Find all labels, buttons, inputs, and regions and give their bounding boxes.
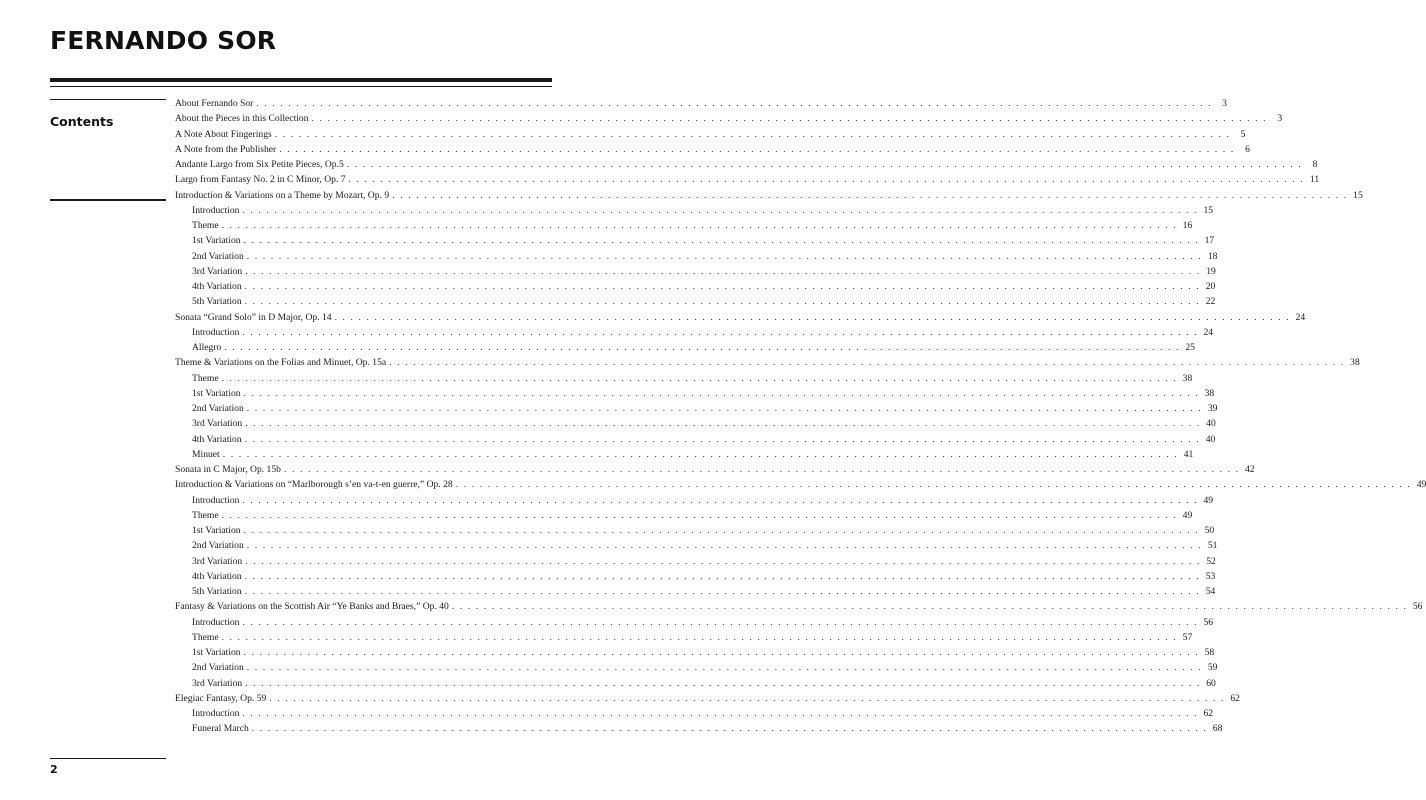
toc-entry-page: 8: [1312, 159, 1318, 170]
toc-entry: [175, 706, 1214, 721]
toc-entry: [175, 371, 1193, 386]
toc-entry: [175, 462, 1255, 477]
toc-entry-page: 22: [1205, 296, 1216, 308]
toc-leader-dots: . . . . . . . . . . . . . . . . . . . . . . . . . . . . . . . . . . . . . . . . . . . . . . . . . . . . . . . . . . . . . . . . . . . . . . . . . . . . . . . . . . . . . . . . . . . . . . . . . . . . . . . . . . . . . . . . . . . . . . . .: [392, 189, 1348, 201]
toc-leader-dots: . . . . . . . . . . . . . . . . . . . . . . . . . . . . . . . . . . . . . . . . . . . . . . . . . . . . . . . . . . . . . . . . . . . . . . . . . . . . . . . . . . . . . . . . . . . . . . . . . . . . . . . . . . . . . . . . . . . . . . . .: [242, 326, 1199, 338]
toc-entry: [175, 157, 1318, 172]
toc-leader-dots: . . . . . . . . . . . . . . . . . . . . . . . . . . . . . . . . . . . . . . . . . . . . . . . . . . . . . . . . . . . . . . . . . . . . . . . . . . . . . . . . . . . . . . . . . . . . . . . . . . . . . . . . . . . . . . . . . . . . . . . .: [242, 708, 1199, 719]
page-number: 2: [50, 763, 58, 776]
toc-entry-page: 3: [1222, 98, 1227, 109]
toc-entry: [175, 493, 1214, 508]
toc-entry-page: 41: [1183, 448, 1194, 460]
toc-leader-dots: . . . . . . . . . . . . . . . . . . . . . . . . . . . . . . . . . . . . . . . . . . . . . . . . . . . . . . . . . . . . . . . . . . . . . . . . . . . . . . . . . . . . . . . . . . . . . . . . . . . . . . . . . . . . . . . . . . . . . . . .: [244, 570, 1201, 582]
toc-entry-title: About the Pieces in this Collection: [175, 113, 309, 125]
toc-entry: [175, 142, 1250, 157]
toc-entry: [175, 340, 1195, 355]
toc-entry-page: 38: [1182, 372, 1193, 384]
toc-entry-title: A Note About Fingerings: [175, 128, 272, 140]
toc-entry-page: 68: [1212, 723, 1223, 735]
toc-entry: [175, 111, 1283, 126]
toc-entry-page: 40: [1206, 418, 1216, 430]
toc-leader-dots: . . . . . . . . . . . . . . . . . . . . . . . . . . . . . . . . . . . . . . . . . . . . . . . . . . . . . . . . . . . . . . . . . . . . . . . . . . . . . . . . . . . . . . . . . . . . . . . . . . . . . . . . . . . . . . . . . . . . . . . .: [348, 174, 1305, 186]
toc-entry-title: Introduction: [192, 326, 240, 338]
toc-entry: [175, 386, 1215, 401]
toc-entry-title: 2nd Variation: [192, 540, 244, 552]
contents-heading: Contents: [50, 114, 114, 129]
toc-entry-page: 57: [1182, 631, 1193, 643]
toc-leader-dots: . . . . . . . . . . . . . . . . . . . . . . . . . . . . . . . . . . . . . . . . . . . . . . . . . . . . . . . . . . . . . . . . . . . . . . . . . . . . . . . . . . . . . . . . . . . . . . . . . . . . . . . . . . . . . . . . . . . . . . . .: [389, 357, 1345, 369]
toc-entry: [175, 355, 1360, 370]
toc-entry: [175, 310, 1306, 325]
toc-leader-dots: . . . . . . . . . . . . . . . . . . . . . . . . . . . . . . . . . . . . . . . . . . . . . . . . . . . . . . . . . . . . . . . . . . . . . . . . . . . . . . . . . . . . . . . . . . . . . . . . . . . . . . . . . . . . . . . . . . . . . . . .: [246, 540, 1203, 552]
toc-entry-title: Introduction: [192, 708, 240, 719]
toc-entry-title: 4th Variation: [192, 433, 242, 445]
toc-entry-title: 3rd Variation: [192, 418, 243, 430]
toc-entry-title: Sonata in C Major, Op. 15b: [175, 464, 281, 475]
toc-leader-dots: . . . . . . . . . . . . . . . . . . . . . . . . . . . . . . . . . . . . . . . . . . . . . . . . . . . . . . . . . . . . . . . . . . . . . . . . . . . . . . . . . . . . . . . . . . . . . . . . . . . . . . . . . . . . . . . . . . . . . . . .: [269, 692, 1225, 704]
sidebar-rule-bottom: [50, 199, 166, 201]
toc-entry-page: 40: [1205, 433, 1216, 445]
toc-entry-title: 3rd Variation: [192, 265, 243, 277]
toc-leader-dots: . . . . . . . . . . . . . . . . . . . . . . . . . . . . . . . . . . . . . . . . . . . . . . . . . . . . . . . . . . . . . . . . . . . . . . . . . . . . . . . . . . . . . . . . . . . . . . . . . . . . . . . . . . . . . . . . . . . . . . . .: [221, 631, 1178, 643]
toc-leader-dots: . . . . . . . . . . . . . . . . . . . . . . . . . . . . . . . . . . . . . . . . . . . . . . . . . . . . . . . . . . . . . . . . . . . . . . . . . . . . . . . . . . . . . . . . . . . . . . . . . . . . . . . . . . . . . . . . . . . . . . . .: [311, 113, 1268, 125]
toc-entry-page: 15: [1353, 189, 1363, 201]
toc-leader-dots: . . . . . . . . . . . . . . . . . . . . . . . . . . . . . . . . . . . . . . . . . . . . . . . . . . . . . . . . . . . . . . . . . . . . . . . . . . . . . . . . . . . . . . . . . . . . . . . . . . . . . . . . . . . . . . . . . . . . . . . .: [274, 128, 1231, 140]
toc-leader-dots: . . . . . . . . . . . . . . . . . . . . . . . . . . . . . . . . . . . . . . . . . . . . . . . . . . . . . . . . . . . . . . . . . . . . . . . . . . . . . . . . . . . . . . . . . . . . . . . . . . . . . . . . . . . . . . . . . . . . . . . .: [244, 281, 1201, 292]
toc-entry-title: Sonata “Grand Solo” in D Major, Op. 14: [175, 311, 332, 323]
toc-entry-page: 53: [1205, 570, 1216, 582]
toc-entry: [175, 218, 1193, 233]
toc-leader-dots: . . . . . . . . . . . . . . . . . . . . . . . . . . . . . . . . . . . . . . . . . . . . . . . . . . . . . . . . . . . . . . . . . . . . . . . . . . . . . . . . . . . . . . . . . . . . . . . . . . . . . . . . . . . . . . . . . . . . . . . .: [242, 616, 1199, 628]
toc-entry-title: Theme & Variations on the Folias and Minuet, Op. 15a: [175, 357, 387, 369]
toc-leader-dots: . . . . . . . . . . . . . . . . . . . . . . . . . . . . . . . . . . . . . . . . . . . . . . . . . . . . . . . . . . . . . . . . . . . . . . . . . . . . . . . . . . . . . . . . . . . . . . . . . . . . . . . . . . . . . . . . . . . . . . . .: [222, 448, 1179, 460]
toc-entry-title: Largo from Fantasy No. 2 in C Minor, Op. 7: [175, 174, 346, 186]
toc-entry: [175, 691, 1240, 706]
toc-entry: [175, 615, 1214, 630]
toc-leader-dots: . . . . . . . . . . . . . . . . . . . . . . . . . . . . . . . . . . . . . . . . . . . . . . . . . . . . . . . . . . . . . . . . . . . . . . . . . . . . . . . . . . . . . . . . . . . . . . . . . . . . . . . . . . . . . . . . . . . . . . . .: [246, 403, 1203, 414]
toc-entry: [175, 233, 1215, 248]
toc-leader-dots: . . . . . . . . . . . . . . . . . . . . . . . . . . . . . . . . . . . . . . . . . . . . . . . . . . . . . . . . . . . . . . . . . . . . . . . . . . . . . . . . . . . . . . . . . . . . . . . . . . . . . . . . . . . . . . . . . . . . . . . .: [244, 296, 1201, 308]
toc-entry-title: About Fernando Sor: [175, 98, 254, 109]
toc-entry: [175, 127, 1246, 142]
toc-entry: [175, 721, 1223, 736]
toc-entry: [175, 538, 1218, 553]
toc-entry: [175, 569, 1216, 584]
toc-entry-page: 6: [1245, 143, 1250, 155]
toc-entry-page: 62: [1230, 692, 1240, 704]
toc-entry: [175, 249, 1218, 264]
toc-entry: [175, 523, 1215, 538]
toc-entry-page: 60: [1206, 677, 1216, 689]
toc-entry-title: 5th Variation: [192, 296, 242, 308]
toc-leader-dots: . . . . . . . . . . . . . . . . . . . . . . . . . . . . . . . . . . . . . . . . . . . . . . . . . . . . . . . . . . . . . . . . . . . . . . . . . . . . . . . . . . . . . . . . . . . . . . . . . . . . . . . . . . . . . . . . . . . . . . . .: [279, 143, 1235, 155]
toc-entry-title: Elegiac Fantasy, Op. 59: [175, 692, 267, 704]
toc-entry-page: 52: [1206, 555, 1216, 567]
toc-entry: [175, 279, 1216, 294]
toc-entry: [175, 325, 1214, 340]
toc-leader-dots: . . . . . . . . . . . . . . . . . . . . . . . . . . . . . . . . . . . . . . . . . . . . . . . . . . . . . . . . . . . . . . . . . . . . . . . . . . . . . . . . . . . . . . . . . . . . . . . . . . . . . . . . . . . . . . . . . . . . . . . .: [455, 479, 1412, 491]
toc-entry-page: 62: [1203, 708, 1214, 719]
toc-entry-page: 50: [1204, 525, 1215, 536]
toc-entry: [175, 645, 1215, 660]
toc-leader-dots: . . . . . . . . . . . . . . . . . . . . . . . . . . . . . . . . . . . . . . . . . . . . . . . . . . . . . . . . . . . . . . . . . . . . . . . . . . . . . . . . . . . . . . . . . . . . . . . . . . . . . . . . . . . . . . . . . . . . . . . .: [245, 265, 1201, 277]
toc-entry-page: 25: [1185, 342, 1195, 353]
toc-entry-title: Introduction & Variations on “Marlborough s’en va-t-en guerre,” Op. 28: [175, 479, 453, 491]
toc-entry-title: 3rd Variation: [192, 677, 243, 689]
toc-leader-dots: . . . . . . . . . . . . . . . . . . . . . . . . . . . . . . . . . . . . . . . . . . . . . . . . . . . . . . . . . . . . . . . . . . . . . . . . . . . . . . . . . . . . . . . . . . . . . . . . . . . . . . . . . . . . . . . . . . . . . . . .: [243, 387, 1200, 399]
toc-entry-page: 3: [1277, 113, 1283, 125]
toc-entry: [175, 203, 1214, 218]
toc-leader-dots: . . . . . . . . . . . . . . . . . . . . . . . . . . . . . . . . . . . . . . . . . . . . . . . . . . . . . . . . . . . . . . . . . . . . . . . . . . . . . . . . . . . . . . . . . . . . . . . . . . . . . . . . . . . . . . . . . . . . . . . .: [246, 662, 1203, 674]
toc-leader-dots: . . . . . . . . . . . . . . . . . . . . . . . . . . . . . . . . . . . . . . . . . . . . . . . . . . . . . . . . . . . . . . . . . . . . . . . . . . . . . . . . . . . . . . . . . . . . . . . . . . . . . . . . . . . . . . . . . . . . . . . .: [243, 525, 1200, 536]
toc-entry-title: 4th Variation: [192, 570, 242, 582]
toc-entry: [175, 660, 1218, 675]
toc-entry: [175, 188, 1363, 203]
toc-entry-page: 59: [1207, 662, 1218, 674]
toc-entry: [175, 676, 1216, 691]
toc-entry-page: 20: [1205, 281, 1216, 292]
toc-entry-title: 4th Variation: [192, 281, 242, 292]
toc-entry-title: Introduction & Variations on a Theme by Mozart, Op. 9: [175, 189, 390, 201]
toc-entry-page: 24: [1295, 311, 1306, 323]
toc-leader-dots: . . . . . . . . . . . . . . . . . . . . . . . . . . . . . . . . . . . . . . . . . . . . . . . . . . . . . . . . . . . . . . . . . . . . . . . . . . . . . . . . . . . . . . . . . . . . . . . . . . . . . . . . . . . . . . . . . . . . . . . .: [283, 464, 1240, 475]
toc-entry-title: Theme: [192, 220, 219, 231]
toc-leader-dots: . . . . . . . . . . . . . . . . . . . . . . . . . . . . . . . . . . . . . . . . . . . . . . . . . . . . . . . . . . . . . . . . . . . . . . . . . . . . . . . . . . . . . . . . . . . . . . . . . . . . . . . . . . . . . . . . . . . . . . . .: [246, 250, 1203, 262]
table-of-contents: [175, 96, 1426, 737]
toc-leader-dots: . . . . . . . . . . . . . . . . . . . . . . . . . . . . . . . . . . . . . . . . . . . . . . . . . . . . . . . . . . . . . . . . . . . . . . . . . . . . . . . . . . . . . . . . . . . . . . . . . . . . . . . . . . . . . . . . . . . . . . . .: [245, 677, 1201, 689]
toc-entry-title: Theme: [192, 631, 219, 643]
toc-entry-page: 39: [1207, 403, 1218, 414]
toc-entry-title: Minuet: [192, 448, 220, 460]
toc-entry: [175, 416, 1216, 431]
toc-entry-title: 1st Variation: [192, 647, 241, 658]
toc-entry-page: 24: [1203, 326, 1214, 338]
header-rule-thick: [50, 78, 552, 82]
toc-entry-title: Introduction: [192, 616, 240, 628]
toc-leader-dots: . . . . . . . . . . . . . . . . . . . . . . . . . . . . . . . . . . . . . . . . . . . . . . . . . . . . . . . . . . . . . . . . . . . . . . . . . . . . . . . . . . . . . . . . . . . . . . . . . . . . . . . . . . . . . . . . . . . . . . . .: [245, 555, 1201, 567]
toc-leader-dots: . . . . . . . . . . . . . . . . . . . . . . . . . . . . . . . . . . . . . . . . . . . . . . . . . . . . . . . . . . . . . . . . . . . . . . . . . . . . . . . . . . . . . . . . . . . . . . . . . . . . . . . . . . . . . . . . . . . . . . . .: [243, 235, 1200, 247]
toc-leader-dots: . . . . . . . . . . . . . . . . . . . . . . . . . . . . . . . . . . . . . . . . . . . . . . . . . . . . . . . . . . . . . . . . . . . . . . . . . . . . . . . . . . . . . . . . . . . . . . . . . . . . . . . . . . . . . . . . . . . . . . . .: [451, 601, 1408, 613]
toc-entry-title: 2nd Variation: [192, 250, 244, 262]
header-rule-thin: [50, 86, 552, 87]
sidebar-rule-top: [50, 99, 166, 100]
toc-entry: [175, 432, 1216, 447]
page-title: FERNANDO SOR: [50, 26, 277, 55]
toc-entry: [175, 96, 1227, 111]
toc-entry-title: Introduction: [192, 204, 240, 216]
toc-leader-dots: . . . . . . . . . . . . . . . . . . . . . . . . . . . . . . . . . . . . . . . . . . . . . . . . . . . . . . . . . . . . . . . . . . . . . . . . . . . . . . . . . . . . . . . . . . . . . . . . . . . . . . . . . . . . . . . . . . . . . . . .: [346, 159, 1303, 170]
footer-rule: [50, 758, 166, 759]
toc-leader-dots: . . . . . . . . . . . . . . . . . . . . . . . . . . . . . . . . . . . . . . . . . . . . . . . . . . . . . . . . . . . . . . . . . . . . . . . . . . . . . . . . . . . . . . . . . . . . . . . . . . . . . . . . . . . . . . . . . . . . . . . .: [221, 509, 1178, 521]
toc-entry-title: 1st Variation: [192, 235, 241, 247]
toc-entry-page: 38: [1204, 387, 1215, 399]
toc-entry: [175, 294, 1216, 309]
toc-leader-dots: . . . . . . . . . . . . . . . . . . . . . . . . . . . . . . . . . . . . . . . . . . . . . . . . . . . . . . . . . . . . . . . . . . . . . . . . . . . . . . . . . . . . . . . . . . . . . . . . . . . . . . . . . . . . . . . . . . . . . . . .: [242, 204, 1199, 216]
toc-entry: [175, 508, 1193, 523]
toc-entry-page: 11: [1309, 174, 1320, 186]
toc-entry-title: Theme: [192, 509, 219, 521]
toc-entry: [175, 447, 1194, 462]
toc-entry-page: 51: [1207, 540, 1218, 552]
toc-leader-dots: . . . . . . . . . . . . . . . . . . . . . . . . . . . . . . . . . . . . . . . . . . . . . . . . . . . . . . . . . . . . . . . . . . . . . . . . . . . . . . . . . . . . . . . . . . . . . . . . . . . . . . . . . . . . . . . . . . . . . . . .: [243, 647, 1200, 658]
toc-entry-title: 2nd Variation: [192, 662, 244, 674]
toc-entry-title: 1st Variation: [192, 525, 241, 536]
toc-entry: [175, 401, 1218, 416]
toc-entry: [175, 584, 1216, 599]
toc-entry-title: Funeral March: [192, 723, 249, 735]
toc-entry-page: 42: [1244, 464, 1255, 475]
toc-entry-page: 56: [1412, 601, 1423, 613]
toc-entry-page: 54: [1205, 586, 1216, 597]
toc-entry-title: 5th Variation: [192, 586, 242, 597]
toc-leader-dots: . . . . . . . . . . . . . . . . . . . . . . . . . . . . . . . . . . . . . . . . . . . . . . . . . . . . . . . . . . . . . . . . . . . . . . . . . . . . . . . . . . . . . . . . . . . . . . . . . . . . . . . . . . . . . . . . . . . . . . . .: [251, 723, 1208, 735]
toc-entry-title: Introduction: [192, 494, 240, 506]
toc-entry: [175, 264, 1216, 279]
toc-entry-page: 16: [1182, 220, 1193, 231]
toc-entry-title: Allegro: [192, 342, 222, 353]
toc-entry-page: 5: [1240, 128, 1246, 140]
toc-leader-dots: . . . . . . . . . . . . . . . . . . . . . . . . . . . . . . . . . . . . . . . . . . . . . . . . . . . . . . . . . . . . . . . . . . . . . . . . . . . . . . . . . . . . . . . . . . . . . . . . . . . . . . . . . . . . . . . . . . . . . . . .: [244, 586, 1201, 597]
toc-entry: [175, 554, 1216, 569]
toc-entry: [175, 599, 1423, 614]
toc-leader-dots: . . . . . . . . . . . . . . . . . . . . . . . . . . . . . . . . . . . . . . . . . . . . . . . . . . . . . . . . . . . . . . . . . . . . . . . . . . . . . . . . . . . . . . . . . . . . . . . . . . . . . . . . . . . . . . . . . . . . . . . .: [242, 494, 1199, 506]
toc-entry-page: 17: [1204, 235, 1215, 247]
toc-entry-page: 49: [1182, 509, 1193, 521]
toc-entry-page: 18: [1207, 250, 1218, 262]
toc-leader-dots: . . . . . . . . . . . . . . . . . . . . . . . . . . . . . . . . . . . . . . . . . . . . . . . . . . . . . . . . . . . . . . . . . . . . . . . . . . . . . . . . . . . . . . . . . . . . . . . . . . . . . . . . . . . . . . . . . . . . . . . .: [244, 433, 1201, 445]
toc-entry: [175, 172, 1320, 187]
toc-entry-page: 49: [1203, 494, 1214, 506]
toc-entry-title: A Note from the Publisher: [175, 143, 277, 155]
toc-leader-dots: . . . . . . . . . . . . . . . . . . . . . . . . . . . . . . . . . . . . . . . . . . . . . . . . . . . . . . . . . . . . . . . . . . . . . . . . . . . . . . . . . . . . . . . . . . . . . . . . . . . . . . . . . . . . . . . . . . . . . . . .: [245, 418, 1201, 430]
toc-leader-dots: . . . . . . . . . . . . . . . . . . . . . . . . . . . . . . . . . . . . . . . . . . . . . . . . . . . . . . . . . . . . . . . . . . . . . . . . . . . . . . . . . . . . . . . . . . . . . . . . . . . . . . . . . . . . . . . . . . . . . . . .: [224, 342, 1180, 353]
toc-entry-page: 49: [1416, 479, 1426, 491]
toc-entry-title: 3rd Variation: [192, 555, 243, 567]
toc-entry-title: Fantasy & Variations on the Scottish Air “Ye Banks and Braes,” Op. 40: [175, 601, 449, 613]
toc-entry: [175, 477, 1426, 492]
toc-entry-title: Andante Largo from Six Petite Pieces, Op.5: [175, 159, 344, 170]
toc-entry: [175, 630, 1193, 645]
toc-entry-title: Theme: [192, 372, 219, 384]
toc-leader-dots: . . . . . . . . . . . . . . . . . . . . . . . . . . . . . . . . . . . . . . . . . . . . . . . . . . . . . . . . . . . . . . . . . . . . . . . . . . . . . . . . . . . . . . . . . . . . . . . . . . . . . . . . . . . . . . . . . . . . . . . .: [221, 220, 1178, 231]
toc-leader-dots: . . . . . . . . . . . . . . . . . . . . . . . . . . . . . . . . . . . . . . . . . . . . . . . . . . . . . . . . . . . . . . . . . . . . . . . . . . . . . . . . . . . . . . . . . . . . . . . . . . . . . . . . . . . . . . . . . . . . . . . .: [334, 311, 1291, 323]
toc-leader-dots: . . . . . . . . . . . . . . . . . . . . . . . . . . . . . . . . . . . . . . . . . . . . . . . . . . . . . . . . . . . . . . . . . . . . . . . . . . . . . . . . . . . . . . . . . . . . . . . . . . . . . . . . . . . . . . . . . . . . . . . .: [256, 98, 1212, 109]
toc-entry-page: 58: [1204, 647, 1215, 658]
toc-entry-page: 15: [1203, 204, 1214, 216]
toc-entry-page: 38: [1350, 357, 1360, 369]
toc-leader-dots: . . . . . . . . . . . . . . . . . . . . . . . . . . . . . . . . . . . . . . . . . . . . . . . . . . . . . . . . . . . . . . . . . . . . . . . . . . . . . . . . . . . . . . . . . . . . . . . . . . . . . . . . . . . . . . . . . . . . . . . .: [221, 372, 1178, 384]
toc-entry-page: 19: [1206, 265, 1216, 277]
toc-entry-title: 1st Variation: [192, 387, 241, 399]
toc-entry-page: 56: [1203, 616, 1214, 628]
toc-entry-title: 2nd Variation: [192, 403, 244, 414]
